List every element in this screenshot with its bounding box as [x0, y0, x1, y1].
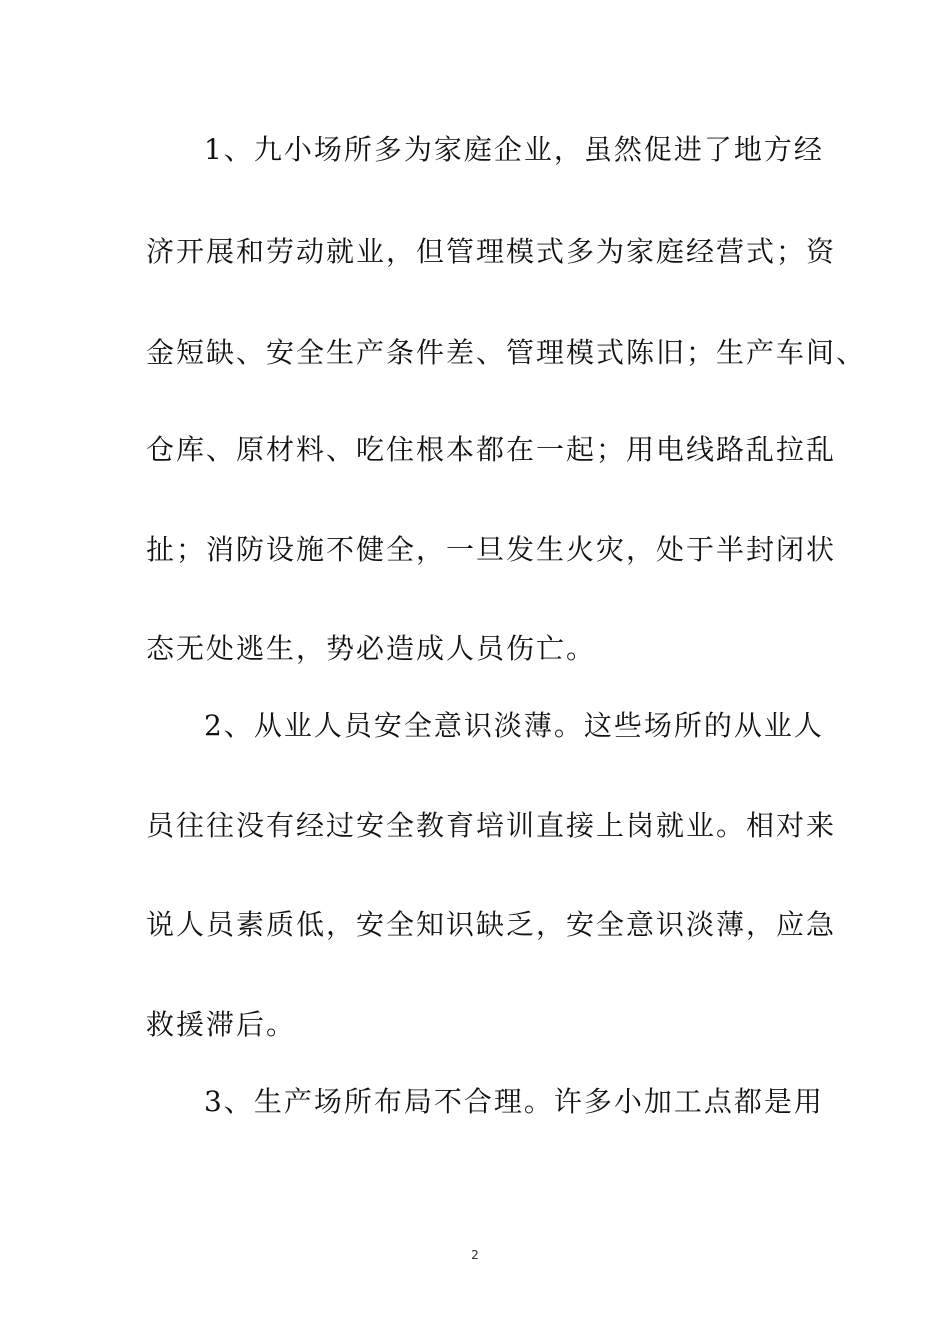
text-line-7: 2、从业人员安全意识淡薄。这些场所的从业人: [204, 709, 824, 742]
text-line-6: 态无处逃生，势必造成人员伤亡。: [146, 632, 597, 665]
text-line-1: 1、九小场所多为家庭企业，虽然促进了地方经: [204, 133, 824, 166]
text-line-9: 说人员素质低，安全知识缺乏，安全意识淡薄，应急: [146, 908, 837, 941]
text-line-11: 3、生产场所布局不合理。许多小加工点都是用: [204, 1085, 824, 1118]
text-line-2: 济开展和劳动就业，但管理模式多为家庭经营式；资: [146, 235, 837, 268]
text-line-8: 员往往没有经过安全教育培训直接上岗就业。相对来: [146, 809, 837, 842]
page-number: 2: [471, 1248, 479, 1262]
text-line-5: 扯；消防设施不健全，一旦发生火灾，处于半封闭状: [146, 533, 837, 566]
text-line-4: 仓库、原材料、吃住根本都在一起；用电线路乱拉乱: [146, 433, 837, 466]
text-line-10: 救援滞后。: [146, 1008, 297, 1041]
text-line-3: 金短缺、安全生产条件差、管理模式陈旧；生产车间、: [146, 336, 867, 369]
